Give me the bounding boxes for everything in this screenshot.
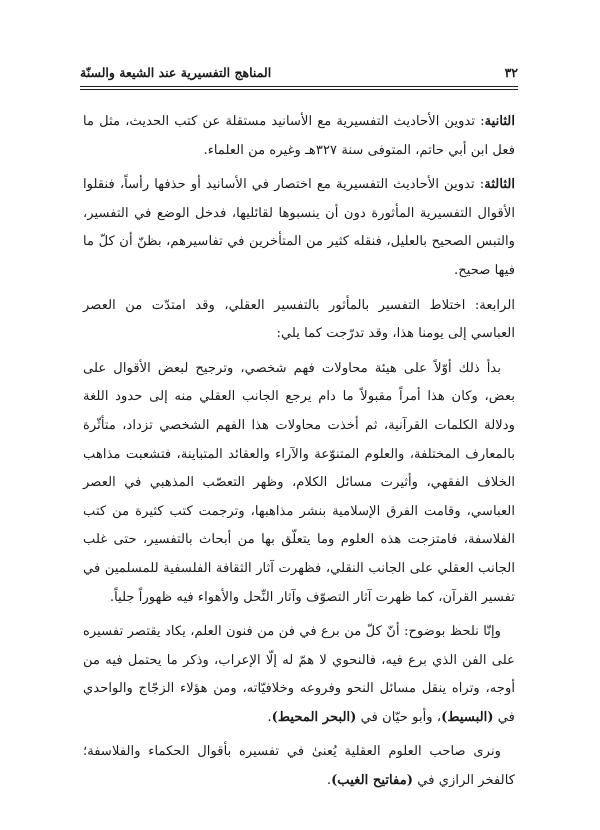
paragraph-text: ونرى صاحب العلوم العقلية يُعنىٰ في تفسيره بأقوال الحكماء والفلاسفة؛ كالفخر الرازي في (83, 744, 515, 789)
paragraph-text: : تدوين الأحاديث التفسيرية مع الأسانيد مستقلة عن كتب الحديث، مثل ما فعل ابن أبي حاتم، المتوفى سنة ٣٢٧هـ وغيره من العلماء. (83, 114, 515, 158)
book-title-bahr: (البحر المحيط) (271, 709, 357, 725)
page-number: ٣٢ (504, 64, 518, 80)
paragraph-text-mid: ، وأبو حيّان في (356, 709, 442, 725)
header-rule-thin (80, 89, 518, 90)
paragraph-text: وإنّا نلحظ بوضوح: أنّ كلّ من برع في فن من فنون العلم، يكاد يقتصر تفسيره على الفن الذي برع فيه، فالنحوي لا همّ له إلّا الإعراب، وذكر ما يحتمل فيه من أوجه، وتراه ينقل مسائل النحو وفروعه وخلافيّاته، ومن هؤلاء الزجّاج والواحدي في (83, 624, 515, 725)
paragraph-text: بدأ ذلك أوّلاً على هيئة محاولات فهم شخصي، وترجيح لبعض الأقوال على بعض، وكان هذا أمراً مقبولاً ما دام يرجع الجانب العقلي منه إلى حدود اللغة ودلالة الكلمات القرآنية، ثم أخذت محاولات هذا الفهم الشخصي تزداد، متأثّرة بالمعارف المختلفة، والعلوم المتنوّعة والآراء والعقائد المتباينة، فتشعبت مذاهب الخلاف الفقهي، وأثيرت مسائل الكلام، وظهر التعصّب المذهبي في العصر العباسي، وقامت الفرق الإسلامية بنشر مذاهبها، وترجمت كتب كثيرة من كتب الفلاسفة، فامتزجت هذه العلوم وما يتعلّق بها من أبحاث بالتفسير، حتى غلب الجانب العقلي على الجانب النقلي، فظهرت آثار الثقافة الفلسفية للمسلمين في تفسير القرآن، كما ظهرت آثار التصوّف وآثار النِّحل والأهواء فيه ظهوراً جلياً. (83, 360, 515, 605)
book-title-mafatih: (مفاتيح الغيب) (331, 773, 414, 789)
paragraph-text: : تدوين الأحاديث التفسيرية مع اختصار في الأسانيد أو حذفها رأساً، فنقلوا الأقوال التفسيرية المأثورة دون أن ينسبوها لقائليها، فدخل الوضع في التفسير، والتبس الصحيح بالعليل، فنقله كثير من المتأخرين في تفاسيرهم، بظنّ أن كلّ ما فيها صحيح. (83, 177, 515, 278)
paragraph-second (83, 108, 515, 165)
paragraph-lead: الثانية (484, 114, 515, 129)
paragraph-text-tail: . (326, 773, 332, 789)
running-title: المناهج التفسيرية عند الشيعة والسنّة (80, 64, 272, 80)
book-title-basit: (البسيط) (441, 709, 494, 725)
paragraph-development (83, 355, 515, 612)
paragraph-text: الرابعة: اختلاط التفسير بالمأثور بالتفسير العقلي، وقد امتدّت من العصر العباسي إلى يومنا هذا، وقد تدرّجت كما يلي: (83, 297, 515, 342)
paragraph-third (83, 171, 515, 285)
paragraph-lead: الثالثة (484, 177, 515, 193)
paragraph-specialization (83, 618, 515, 732)
paragraph-fourth (83, 292, 515, 349)
paragraph-rational (83, 738, 515, 795)
header-rule (80, 86, 518, 87)
running-header (80, 62, 518, 82)
body-text (83, 108, 515, 802)
paragraph-text-tail: . (267, 709, 272, 725)
